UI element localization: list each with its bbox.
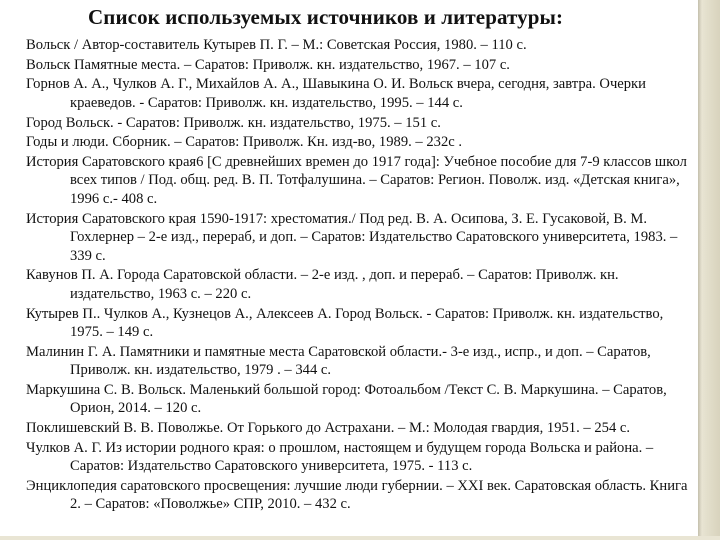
- reference-item: Кутырев П.. Чулков А., Кузнецов А., Алексеев А. Город Вольск. - Саратов: Приволж. кн. издательство, 1975. – 149 с.: [26, 305, 664, 340]
- reference-item: Годы и люди. Сборник. – Саратов: Приволж. Кн. изд-во, 1989. – 232с .: [26, 134, 463, 151]
- decorative-side-band: [698, 0, 720, 540]
- page-title: Список используемых источников и литературы:: [88, 5, 564, 29]
- reference-item: Вольск Памятные места. – Саратов: Приволж. кн. издательство, 1967. – 107 с.: [26, 56, 510, 73]
- reference-item: Чулков А. Г. Из истории родного края: о прошлом, настоящем и будущем города Вольска и района. – Саратов: Издательство Саратовского университета, 1975. - 113 с.: [26, 439, 654, 475]
- reference-item: Вольск / Автор-составитель Кутырев П. Г. – М.: Советская Россия, 1980. – 110 с.: [26, 37, 527, 53]
- reference-item: История Саратовского края6 [С древнейших времен до 1917 года]: Учебное пособие для 7-9 классов школ всех типов / Под. общ. ред. В. П. Тотфалушина. – Саратов: Регион. Поволж. изд. «Детская книга», 1996 с.- 408 с.: [26, 153, 687, 207]
- slide-content: [26, 4, 698, 515]
- reference-item: Город Вольск. - Саратов: Приволж. кн. издательство, 1975. – 151 с.: [26, 114, 441, 131]
- reference-item: Маркушина С. В. Вольск. Маленький большой город: Фотоальбом /Текст С. В. Маркушина. – Саратов, Орион, 2014. – 120 с.: [26, 381, 667, 417]
- reference-list: [26, 36, 698, 514]
- decorative-bottom-strip: [0, 536, 720, 540]
- reference-item: Горнов А. А., Чулков А. Г., Михайлов А. А., Шавыкина О. И. Вольск вчера, сегодня, завтра. Очерки краеведов. - Саратов: Приволж. кн. издательство, 1995. – 144 с.: [26, 76, 646, 111]
- reference-item: Кавунов П. А. Города Саратовской области. – 2-е изд. , доп. и перераб. – Саратов: Приволж. кн. издательство, 1963 с. – 220 с.: [26, 267, 619, 302]
- reference-item: История Саратовского края 1590-1917: хрестоматия./ Под ред. В. А. Осипова, З. Е. Гусаковой, В. М. Гохлернер – 2-е изд., перераб, и доп. – Саратов: Издательство Саратовского университета, 1983. – 339 с.: [26, 210, 678, 264]
- reference-item: Малинин Г. А. Памятники и памятные места Саратовской области.- 3-е изд., испр., и доп. – Саратов, Приволж. кн. издательство, 1979 . – 344 с.: [26, 343, 651, 379]
- reference-item: Энциклопедия саратовского просвещения: лучшие люди губернии. – XXI век. Саратовская область. Книга 2. – Саратов: «Поволжье» СПР, 2010. – 432 с.: [26, 477, 688, 513]
- reference-item: Поклишевский В. В. Поволжье. От Горького до Астрахани. – М.: Молодая гвардия, 1951. – 254 с.: [26, 420, 631, 437]
